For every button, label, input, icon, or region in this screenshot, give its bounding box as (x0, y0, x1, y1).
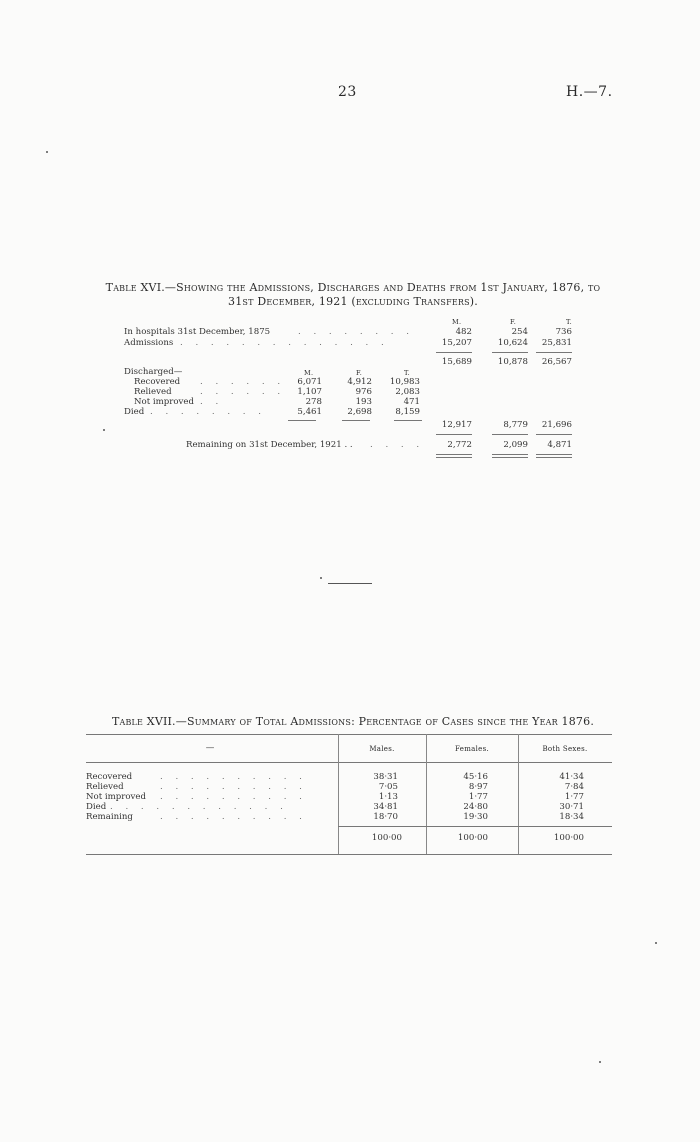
table-17-cell-females: 24·80 (463, 802, 488, 812)
discharged-cell-m: 1,107 (297, 387, 322, 397)
total-double-rule (536, 454, 572, 458)
discharged-cell-t: 471 (403, 397, 420, 407)
leader-dots: . . . . . . . . . . (160, 772, 307, 782)
discharged-heading: Discharged— (124, 367, 183, 377)
sum-rule (492, 434, 528, 435)
remaining-t: 4,871 (547, 440, 572, 450)
table-16-cell-t: 736 (555, 327, 572, 337)
table-16-col-header-f: F. (510, 318, 517, 326)
table-17-col-header-males: Males. (369, 745, 395, 753)
sum-rule (436, 434, 472, 435)
section-divider (328, 583, 372, 584)
total-double-rule (492, 454, 528, 458)
page-number: 23 (338, 84, 357, 100)
table-17-col-header-females: Females. (454, 745, 490, 753)
leader-dots: . . . . . . . . . . . . . . (180, 338, 389, 348)
discharged-cell-t: 10,983 (389, 377, 420, 387)
discharged-cell-t: 8,159 (395, 407, 420, 417)
table-17-total-males: 100·00 (371, 833, 402, 843)
scan-speck (46, 151, 48, 153)
discharged-row-label: Recovered (134, 377, 181, 387)
table-17-cell-females: 45·16 (463, 772, 488, 782)
table-17-total-rule (338, 826, 612, 827)
discharged-col-header-f: F. (356, 369, 363, 377)
table-17-top-rule (86, 734, 612, 735)
discharged-cell-f: 976 (355, 387, 372, 397)
table-17-row-label: Died (86, 802, 107, 812)
leader-dots: . . . . . . . . . . . . (110, 802, 288, 812)
leader-dots: . . . . . . (200, 387, 286, 397)
table-16-cell-f: 254 (511, 327, 528, 337)
discharged-total-t: 21,696 (541, 420, 572, 430)
discharged-cell-f: 2,698 (347, 407, 372, 417)
sum-rule (492, 352, 528, 353)
leader-dots: . . . . . . . . (298, 327, 414, 337)
discharged-row-label: Died (124, 407, 145, 417)
leader-dots: . . . . . . . . (150, 407, 266, 417)
table-17-cell-females: 8·97 (468, 782, 488, 792)
table-17-title: Table XVII.—Summary of Total Admissions: Percentage of Cases since the Year 1876. (111, 715, 595, 728)
table-17-total-females: 100·00 (457, 833, 488, 843)
table-16-title (88, 281, 618, 309)
table-16-row-label: Admissions (124, 338, 174, 348)
table-16-col-header-t: T. (566, 318, 573, 326)
scan-speck (103, 429, 105, 431)
table-17-row-label: Recovered (86, 772, 133, 782)
remaining-f: 2,099 (503, 440, 528, 450)
sum-rule (536, 352, 572, 353)
table-17-row-label: Remaining (86, 812, 133, 822)
sum-rule (436, 352, 472, 353)
table-17-cell-both: 7·84 (564, 782, 584, 792)
table-17-header-rule (86, 762, 612, 763)
remaining-m: 2,772 (447, 440, 472, 450)
table-17-cell-males: 38·31 (373, 772, 398, 782)
discharged-cell-m: 6,071 (297, 377, 322, 387)
table-16-subtotal-f: 10,878 (497, 357, 528, 367)
sum-rule (394, 420, 422, 421)
table-16-subtotal-m: 15,689 (441, 357, 472, 367)
table-17-stub-header: — (205, 743, 215, 753)
leader-dots: . . . . . . . . . . (160, 812, 307, 822)
table-16-cell-m: 482 (455, 327, 472, 337)
table-17-cell-both: 18·34 (559, 812, 584, 822)
discharged-col-header-m: M. (304, 369, 314, 377)
table-17-cell-females: 1·77 (468, 792, 488, 802)
table-16-cell-m: 15,207 (441, 338, 472, 348)
table-17-cell-males: 18·70 (373, 812, 398, 822)
table-17-col-header-both: Both Sexes. (542, 745, 588, 753)
table-17-row-label: Not improved (86, 792, 147, 802)
table-17-bottom-rule (86, 854, 612, 855)
discharged-cell-t: 2,083 (395, 387, 420, 397)
table-17-cell-males: 34·81 (373, 802, 398, 812)
sum-rule (288, 420, 316, 421)
discharged-row-label: Not improved (134, 397, 195, 407)
discharged-cell-m: 278 (305, 397, 322, 407)
sum-rule (342, 420, 370, 421)
table-16-col-header-m: M. (452, 318, 462, 326)
leader-dots: . . . . . . . . . . (160, 792, 307, 802)
discharged-total-m: 12,917 (441, 420, 472, 430)
scan-speck (599, 1061, 601, 1063)
table-16-title-line-2: 31st December, 1921 (excluding Transfers). (228, 295, 478, 308)
table-17-cell-females: 19·30 (463, 812, 488, 822)
leader-dots: . . . . . . (200, 377, 286, 387)
table-16-row-label: In hospitals 31st December, 1875 (124, 327, 271, 337)
leader-dots: . . . . . . . . . . (160, 782, 307, 792)
discharged-cell-m: 5,461 (297, 407, 322, 417)
leader-dots: . . (200, 397, 224, 407)
scan-speck (655, 942, 657, 944)
table-17-row-label: Relieved (86, 782, 124, 792)
report-code: H.—7. (566, 84, 613, 100)
leader-dots: . . . . (370, 440, 425, 450)
scan-speck (320, 577, 322, 579)
remaining-label: Remaining on 31st December, 1921 . . (186, 440, 353, 450)
discharged-cell-f: 4,912 (347, 377, 372, 387)
table-16-title-line-1: Table XVI.—Showing the Admissions, Discharges and Deaths from 1st January, 1876, to (105, 281, 601, 294)
table-17-cell-both: 1·77 (564, 792, 584, 802)
table-17-cell-both: 30·71 (559, 802, 584, 812)
discharged-col-header-t: T. (404, 369, 411, 377)
table-17-cell-males: 7·05 (378, 782, 398, 792)
sum-rule (536, 434, 572, 435)
table-17-cell-males: 1·13 (378, 792, 398, 802)
discharged-row-label: Relieved (134, 387, 172, 397)
table-17-total-both: 100·00 (553, 833, 584, 843)
table-16-subtotal-t: 26,567 (541, 357, 572, 367)
table-16-cell-f: 10,624 (497, 338, 528, 348)
total-double-rule (436, 454, 472, 458)
discharged-total-f: 8,779 (503, 420, 528, 430)
discharged-cell-f: 193 (355, 397, 372, 407)
table-17-cell-both: 41·34 (559, 772, 584, 782)
table-16-cell-t: 25,831 (541, 338, 572, 348)
